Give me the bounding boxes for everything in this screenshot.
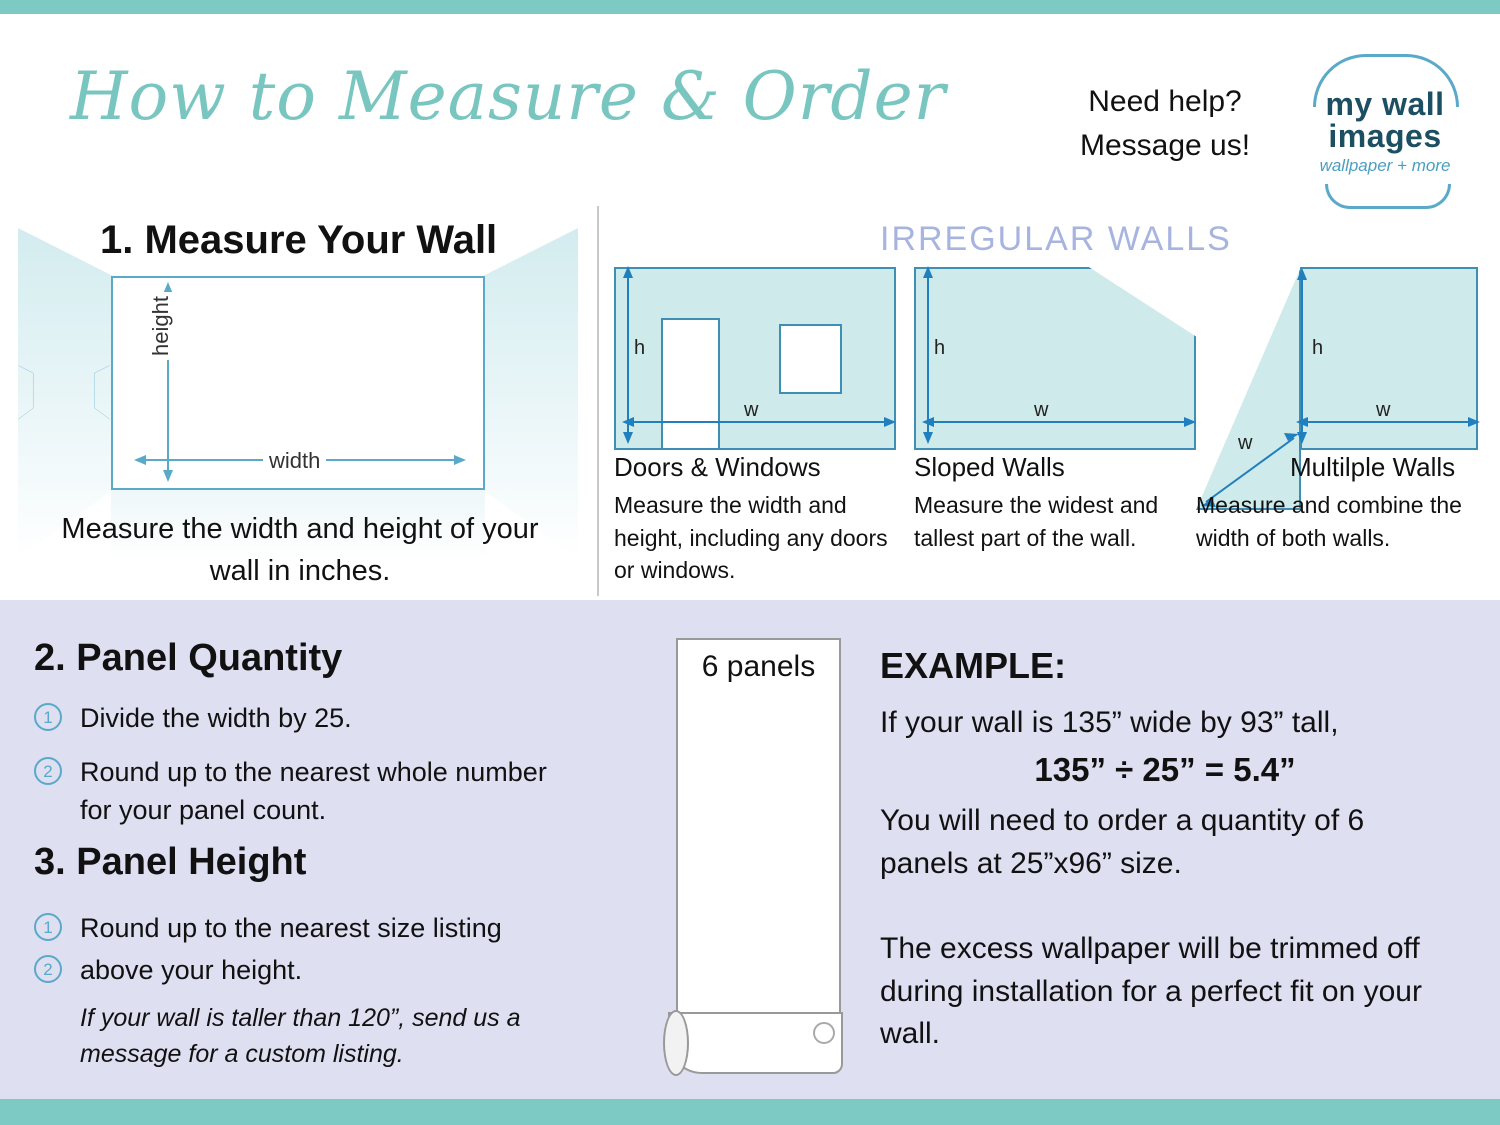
wallpaper-roll-curl xyxy=(668,1012,843,1074)
multiple-h-label: h xyxy=(1312,337,1324,359)
example-line-2: You will need to order a quantity of 6 panels at 25”x96” size. xyxy=(880,804,1365,880)
step1-caption: Measure the width and height of your wall in inches. xyxy=(61,513,539,588)
multiple-desc: Measure and combine the width of both walls. xyxy=(1196,492,1462,551)
step3-note: If your wall is taller than 120”, send us a message for a custom listing. xyxy=(80,1004,521,1069)
irregular-walls-heading: IRREGULAR WALLS xyxy=(880,220,1232,258)
wallpaper-roll-swirl-icon xyxy=(813,1022,835,1044)
step2-heading: 2. Panel Quantity xyxy=(34,637,343,679)
step3-heading: 3. Panel Height xyxy=(34,841,307,883)
page-title: How to Measure & Order xyxy=(70,58,947,135)
step3-bullet-2: 2 xyxy=(34,955,62,983)
dw-h-label: h xyxy=(634,337,646,359)
example-equation: 135” ÷ 25” = 5.4” xyxy=(1034,751,1296,788)
sloped-h-label: h xyxy=(934,337,946,359)
dw-w-label: w xyxy=(744,399,759,421)
example-title: EXAMPLE: xyxy=(880,645,1067,686)
sloped-w-label: w xyxy=(1034,399,1049,421)
dw-desc: Measure the width and height, including any doors or windows. xyxy=(614,492,888,584)
sloped-desc: Measure the widest and tallest part of the wall. xyxy=(914,492,1159,551)
multiple-name: Multilple Walls xyxy=(1290,452,1456,482)
dw-name: Doors & Windows xyxy=(614,452,821,482)
wallpaper-roll-body xyxy=(676,638,841,1020)
sloped-wall-arrows xyxy=(910,260,1210,460)
wall-width-label: width xyxy=(263,448,326,474)
wall-height-label: height xyxy=(148,292,174,360)
logo-tagline: wallpaper + more xyxy=(1319,156,1451,175)
step2-text-2: Round up to the nearest whole number for your panel count. xyxy=(80,757,547,825)
step2-bullet-1: 1 xyxy=(34,703,62,731)
bottom-accent-bar xyxy=(0,1099,1500,1125)
step3-text-2: above your height. xyxy=(80,955,303,985)
sloped-name: Sloped Walls xyxy=(914,452,1065,482)
roll-panel-count: 6 panels xyxy=(701,650,816,683)
need-help-line-2: Message us! xyxy=(1079,128,1251,162)
wallpaper-roll-end xyxy=(663,1010,689,1076)
multiple-w2-label: w xyxy=(1238,432,1253,454)
example-line-1: If your wall is 135” wide by 93” tall, xyxy=(880,706,1339,739)
brand-logo xyxy=(1295,48,1475,193)
step2-bullet-2: 2 xyxy=(34,757,62,785)
example-line-3: The excess wallpaper will be trimmed off during installation for a perfect fit on your wall. xyxy=(880,932,1422,1051)
doors-windows-arrows xyxy=(610,260,910,460)
step1-heading: 1. Measure Your Wall xyxy=(100,218,498,262)
need-help-line-1: Need help? xyxy=(1088,85,1242,118)
need-help-text xyxy=(1040,80,1290,167)
multiple-w-label: w xyxy=(1376,399,1391,421)
step2-text-1: Divide the width by 25. xyxy=(80,703,352,733)
top-accent-bar xyxy=(0,0,1500,14)
step3-text-1: Round up to the nearest size listing xyxy=(80,913,502,943)
vertical-divider xyxy=(597,206,599,596)
logo-underline-icon xyxy=(1325,184,1451,209)
logo-line-1: my wall xyxy=(1325,86,1445,122)
step3-bullet-1: 1 xyxy=(34,913,62,941)
logo-line-2: images xyxy=(1328,118,1442,154)
